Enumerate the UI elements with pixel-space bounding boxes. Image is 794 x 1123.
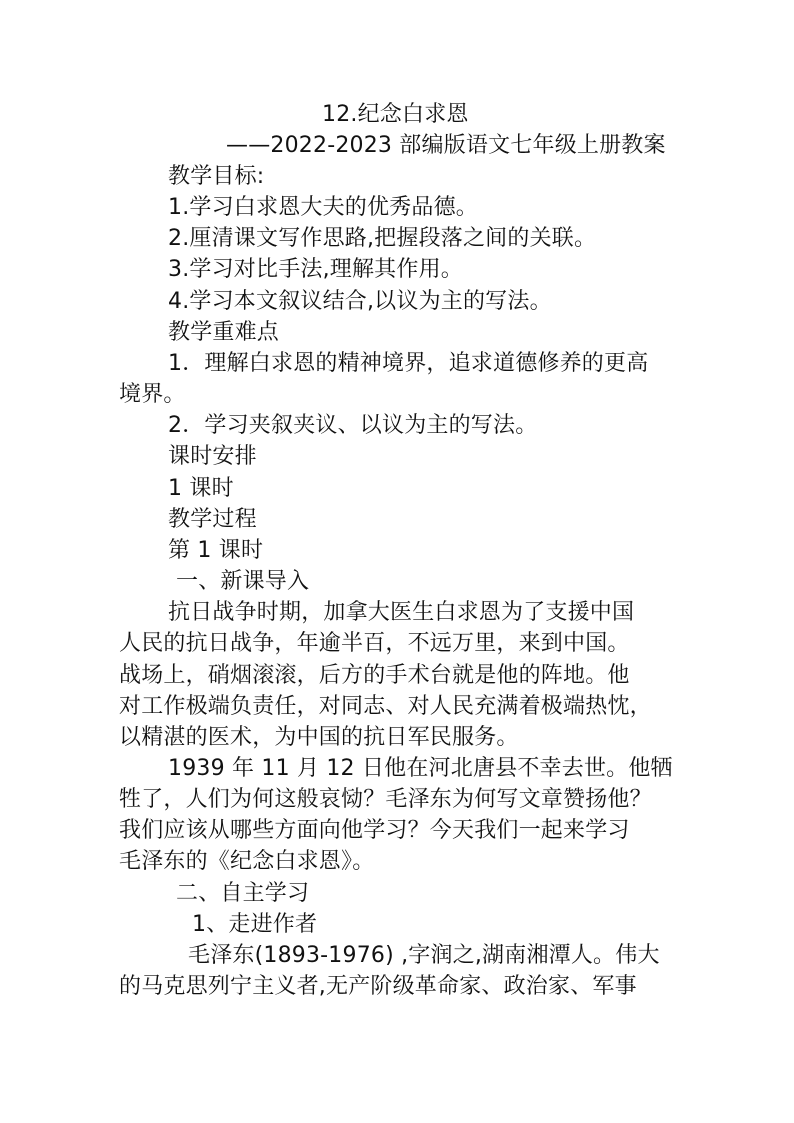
document-title: 12.纪念白求恩 [322, 102, 469, 127]
objective-item: 2.厘清课文写作思路,把握段落之间的关联。 [168, 226, 597, 251]
section-heading-self-study: 二、自主学习 [176, 881, 310, 906]
paragraph-line: 对工作极端负责任，对同志、对人民充满着极端热忱， [119, 694, 652, 719]
paragraph-line: 我们应该从哪些方面向他学习？今天我们一起来学习 [119, 818, 630, 843]
objective-item: 3.学习对比手法,理解其作用。 [168, 257, 463, 282]
objective-item: 4.学习本文叙议结合,以议为主的写法。 [168, 289, 552, 314]
paragraph-line: 1939 年 11 月 12 日他在河北唐县不幸去世。他牺 [168, 756, 673, 781]
paragraph-line: 毛泽东(1893-1976) ,字润之,湖南湘潭人。伟大 [188, 943, 660, 968]
paragraph-line: 战场上，硝烟滚滚，后方的手术台就是他的阵地。他 [119, 663, 630, 688]
paragraph-line: 人民的抗日战争，年逾半百，不远万里，来到中国。 [119, 631, 630, 656]
subsection-heading-author: 1、走进作者 [192, 912, 318, 937]
section-heading-intro: 一、新课导入 [176, 569, 310, 594]
paragraph-line: 牲了，人们为何这般哀恸？毛泽东为何写文章赞扬他？ [119, 787, 652, 812]
heading-key-points: 教学重难点 [168, 320, 280, 345]
key-point-item-continued: 境界。 [119, 382, 186, 407]
key-point-item: 2．学习夹叙夹议、以议为主的写法。 [168, 413, 538, 438]
objective-item: 1.学习白求恩大夫的优秀品德。 [168, 195, 478, 220]
paragraph-line: 毛泽东的《纪念白求恩》。 [119, 849, 375, 874]
document-subtitle: ——2022-2023 部编版语文七年级上册教案 [226, 133, 666, 158]
heading-objectives: 教学目标: [168, 164, 265, 189]
heading-schedule: 课时安排 [168, 444, 257, 469]
key-point-item: 1．理解白求恩的精神境界，追求道德修养的更高 [168, 351, 649, 376]
paragraph-line: 以精湛的医术，为中国的抗日军民服务。 [119, 725, 519, 750]
heading-process: 教学过程 [168, 507, 257, 532]
paragraph-line: 抗日战争时期，加拿大医生白求恩为了支援中国 [168, 600, 635, 625]
lesson-label: 第 1 课时 [168, 538, 264, 563]
paragraph-line: 的马克思列宁主义者,无产阶级革命家、政治家、军事 [119, 974, 637, 999]
schedule-value: 1 课时 [168, 476, 234, 501]
